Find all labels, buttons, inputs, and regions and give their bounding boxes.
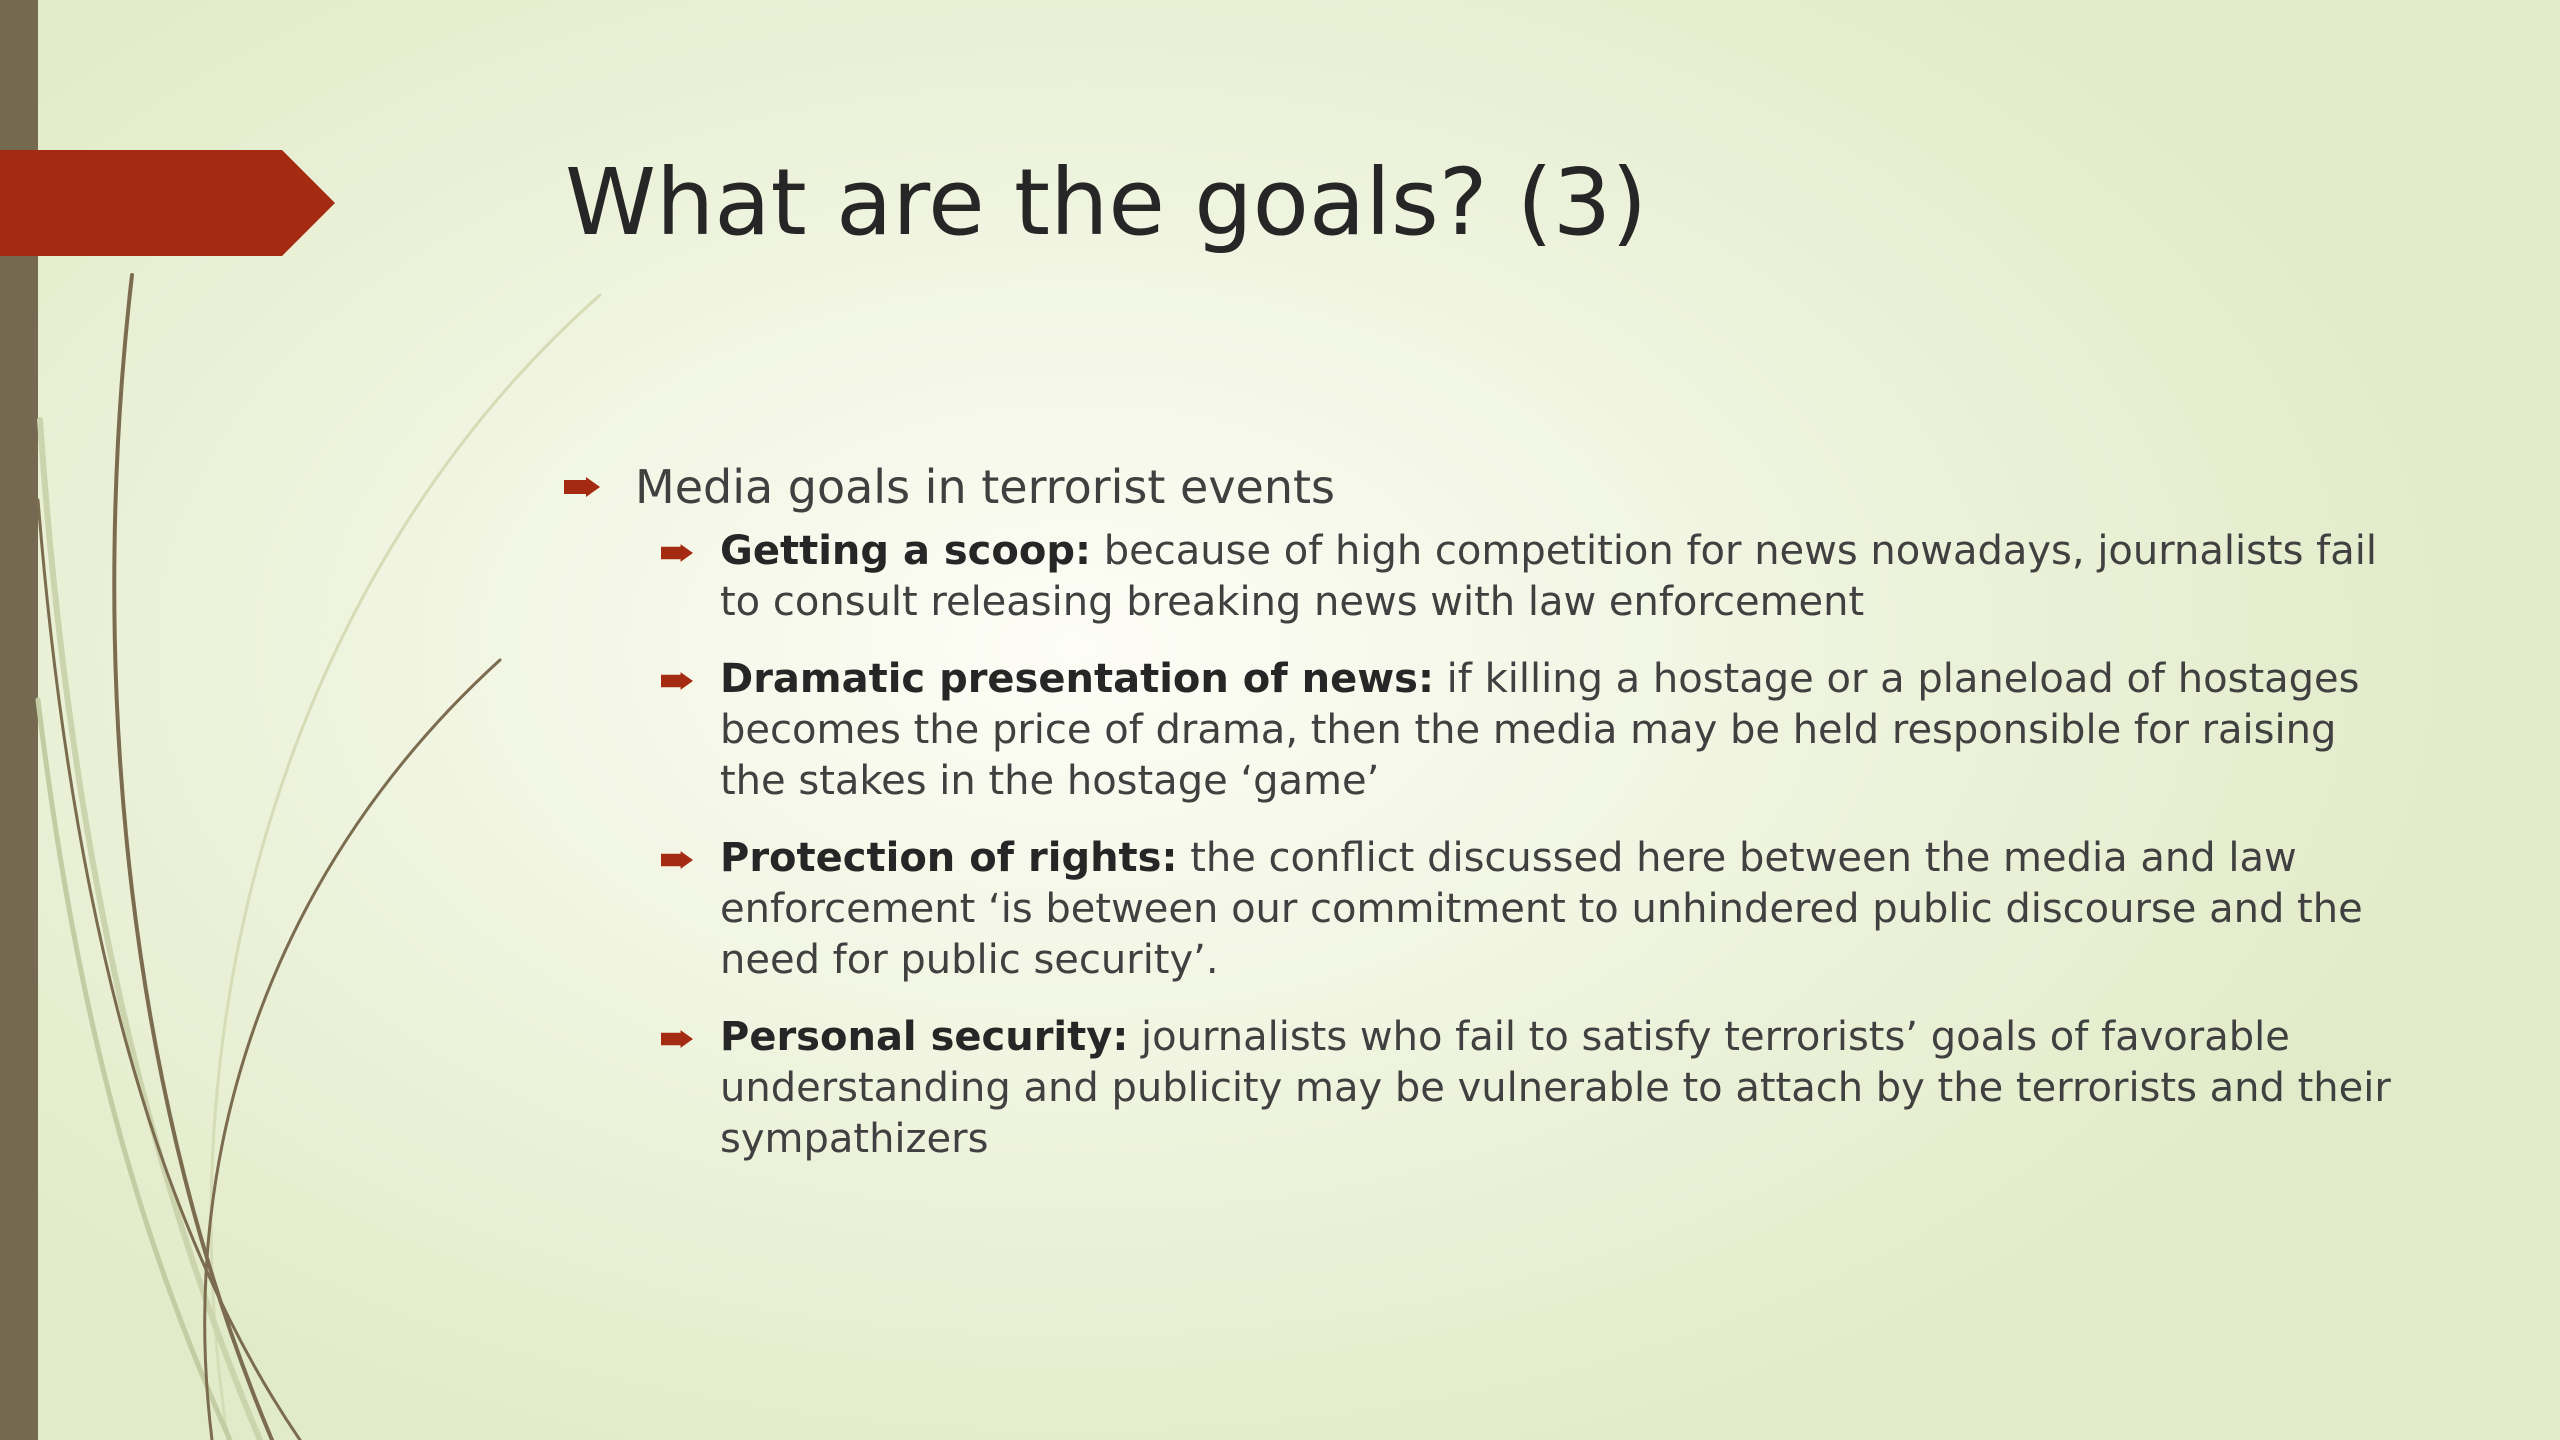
sub-bullet xyxy=(720,526,2405,628)
arrow-bullet-icon xyxy=(661,1030,693,1048)
sub-bullet-text: journalists who fail to satisfy terrorists’ goals of favorable understanding and publicity may be vulnerable to attach by the terrorists and their sympathizers xyxy=(720,1014,2391,1162)
sub-bullet xyxy=(720,654,2405,807)
main-bullet-text: Media goals in terrorist events xyxy=(635,460,1336,514)
sub-bullet-lead: Personal security: xyxy=(720,1014,1129,1060)
sub-bullet-lead: Protection of rights: xyxy=(720,835,1178,881)
arrow-bullet-icon xyxy=(661,544,693,562)
arrow-bullet-icon xyxy=(661,851,693,869)
sub-bullet xyxy=(720,833,2405,986)
sub-bullet-lead: Getting a scoop: xyxy=(720,528,1091,574)
sub-bullet-text: because of high competition for news nowadays, journalists fail to consult releasing breaking news with law enforcement xyxy=(720,528,2377,625)
arrow-bullet-icon xyxy=(661,672,693,690)
sub-bullet xyxy=(720,1012,2405,1165)
slide-title: What are the goals? (3) xyxy=(565,149,1648,256)
slide-content xyxy=(565,452,2405,1191)
sub-bullet-lead: Dramatic presentation of news: xyxy=(720,656,1434,702)
sub-bullet-text: the conflict discussed here between the media and law enforcement ‘is between our commitment to unhindered public discourse and the need for public security’. xyxy=(720,835,2363,983)
sub-bullet-text: if killing a hostage or a planeload of hostages becomes the price of drama, then the media may be held responsible for raising the stakes in the hostage ‘game’ xyxy=(720,656,2360,804)
main-bullet xyxy=(565,452,2405,522)
title-arrow-banner xyxy=(0,150,335,256)
arrow-bullet-icon xyxy=(564,477,600,497)
